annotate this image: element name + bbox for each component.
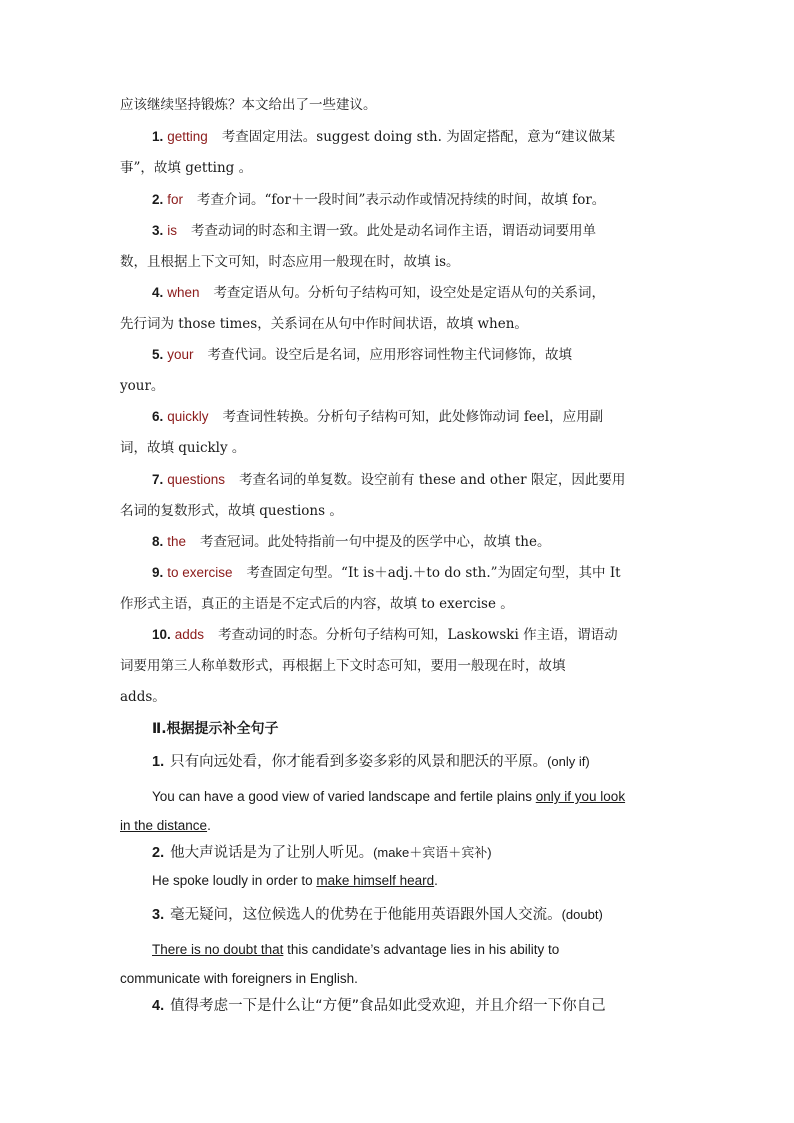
section-heading: Ⅱ.根据提示补全句子 — [152, 721, 279, 737]
answer-word: the — [167, 534, 187, 549]
answer-item-1 — [120, 121, 674, 184]
answer-number: 8. — [152, 534, 164, 549]
answer-number: 9. — [152, 565, 164, 580]
answer-item-10 — [120, 619, 674, 713]
answer-sentence-1 — [120, 782, 674, 840]
answer-word: to exercise — [167, 565, 233, 580]
sentence-text-cont: communicate with foreigners in English. — [120, 971, 358, 986]
answer-explanation-cont: 作形式主语，真正的主语是不定式后的内容，故填 to exercise 。 — [120, 596, 514, 612]
answer-explanation-cont: 数，且根据上下文可知，时态应用一般现在时，故填 is。 — [120, 254, 460, 270]
question-hint: (doubt) — [561, 907, 603, 922]
question-3 — [152, 903, 603, 924]
answer-word: adds — [174, 627, 205, 642]
question-1 — [152, 750, 590, 771]
question-chinese: 值得考虑一下是什么让“方便”食品如此受欢迎，并且介绍一下你自己 — [170, 998, 606, 1014]
answer-word: is — [167, 223, 178, 238]
answer-number: 7. — [152, 472, 164, 487]
question-chinese: 他大声说话是为了让别人听见。 — [170, 845, 374, 861]
answer-number: 1. — [152, 129, 164, 144]
question-4 — [152, 994, 606, 1015]
answer-word: for — [167, 192, 184, 207]
answer-item-4 — [120, 277, 674, 340]
answer-explanation-cont: your。 — [120, 378, 165, 394]
answer-explanation: 考查固定用法。suggest doing sth. 为固定搭配，意为“建议做某 — [221, 129, 616, 145]
answer-explanation-cont: 先行词为 those times，关系词在从句中作时间状语，故填 when。 — [120, 316, 528, 332]
answer-number: 4. — [152, 285, 164, 300]
question-chinese: 只有向远处看，你才能看到多姿多彩的风景和肥沃的平原。 — [170, 754, 548, 770]
answer-item-6 — [120, 401, 674, 464]
sentence-end: . — [434, 873, 438, 888]
sentence-text: He spoke loudly in order to — [152, 873, 317, 888]
answer-blank: There is no doubt that — [152, 942, 284, 957]
answer-word: getting — [167, 129, 208, 144]
question-number: 4. — [152, 998, 165, 1014]
answer-word: your — [167, 347, 194, 362]
answer-explanation: 考查词性转换。分析句子结构可知，此处修饰动词 feel，应用副 — [222, 409, 604, 425]
answer-explanation-cont: 词要用第三人称单数形式，再根据上下文时态可知，要用一般现在时，故填 — [120, 658, 566, 674]
answer-blank-cont: in the distance — [120, 818, 208, 833]
answer-word: when — [167, 285, 200, 300]
question-hint: (only if) — [547, 754, 590, 769]
answer-explanation: 考查动词的时态。分析句子结构可知，Laskowski 作主语，谓语动 — [218, 627, 618, 643]
answer-explanation-cont: 事”，故填 getting 。 — [120, 160, 253, 176]
answer-number: 10. — [152, 627, 171, 642]
answer-blank: only if you look — [535, 789, 626, 804]
answer-explanation-cont: 词，故填 quickly 。 — [120, 440, 246, 456]
question-hint: (make＋宾语＋宾补) — [373, 845, 492, 860]
answer-explanation-cont: 名词的复数形式，故填 questions 。 — [120, 503, 343, 519]
answer-blank: make himself heard — [316, 873, 435, 888]
answer-sentence-3 — [120, 935, 674, 993]
sentence-text: You can have a good view of varied landscape and fertile plains — [152, 789, 536, 804]
answer-number: 5. — [152, 347, 164, 362]
answer-item-2 — [120, 184, 674, 216]
sentence-end: . — [207, 818, 211, 833]
answer-explanation: 考查固定句型。“It is＋adj.＋to do sth.”为固定句型，其中 It — [246, 565, 621, 581]
answer-word: questions — [167, 472, 226, 487]
question-number: 3. — [152, 907, 165, 923]
question-number: 2. — [152, 845, 165, 861]
answer-explanation: 考查名词的单复数。设空前有 these and other 限定，因此要用 — [239, 472, 626, 488]
answer-sentence-2 — [152, 873, 674, 888]
answer-explanation: 考查冠词。此处特指前一句中提及的医学中心，故填 the。 — [200, 534, 551, 550]
answer-item-5 — [120, 339, 674, 402]
intro-line: 应该继续坚持锻炼？本文给出了一些建议。 — [120, 97, 377, 113]
answer-number: 3. — [152, 223, 164, 238]
answer-explanation: 考查代词。设空后是名词，应用形容词性物主代词修饰，故填 — [207, 347, 573, 363]
answer-item-3 — [120, 215, 674, 278]
answer-explanation: 考查动词的时态和主谓一致。此处是动名词作主语，谓语动词要用单 — [191, 223, 597, 239]
question-2 — [152, 841, 492, 862]
sentence-text: this candidate’s advantage lies in his ability to — [283, 942, 560, 957]
answer-explanation-cont: adds。 — [120, 689, 166, 705]
answer-item-9 — [120, 557, 674, 620]
answer-explanation: 考查介词。“for＋一段时间”表示动作或情况持续的时间，故填 for。 — [197, 192, 606, 208]
answer-number: 6. — [152, 409, 164, 424]
answer-word: quickly — [167, 409, 209, 424]
answer-item-8 — [120, 526, 674, 558]
answer-explanation: 考查定语从句。分析句子结构可知，设空处是定语从句的关系词， — [213, 285, 606, 301]
answer-number: 2. — [152, 192, 164, 207]
question-number: 1. — [152, 754, 165, 770]
question-chinese: 毫无疑问，这位候选人的优势在于他能用英语跟外国人交流。 — [170, 907, 562, 923]
answer-item-7 — [120, 464, 674, 527]
